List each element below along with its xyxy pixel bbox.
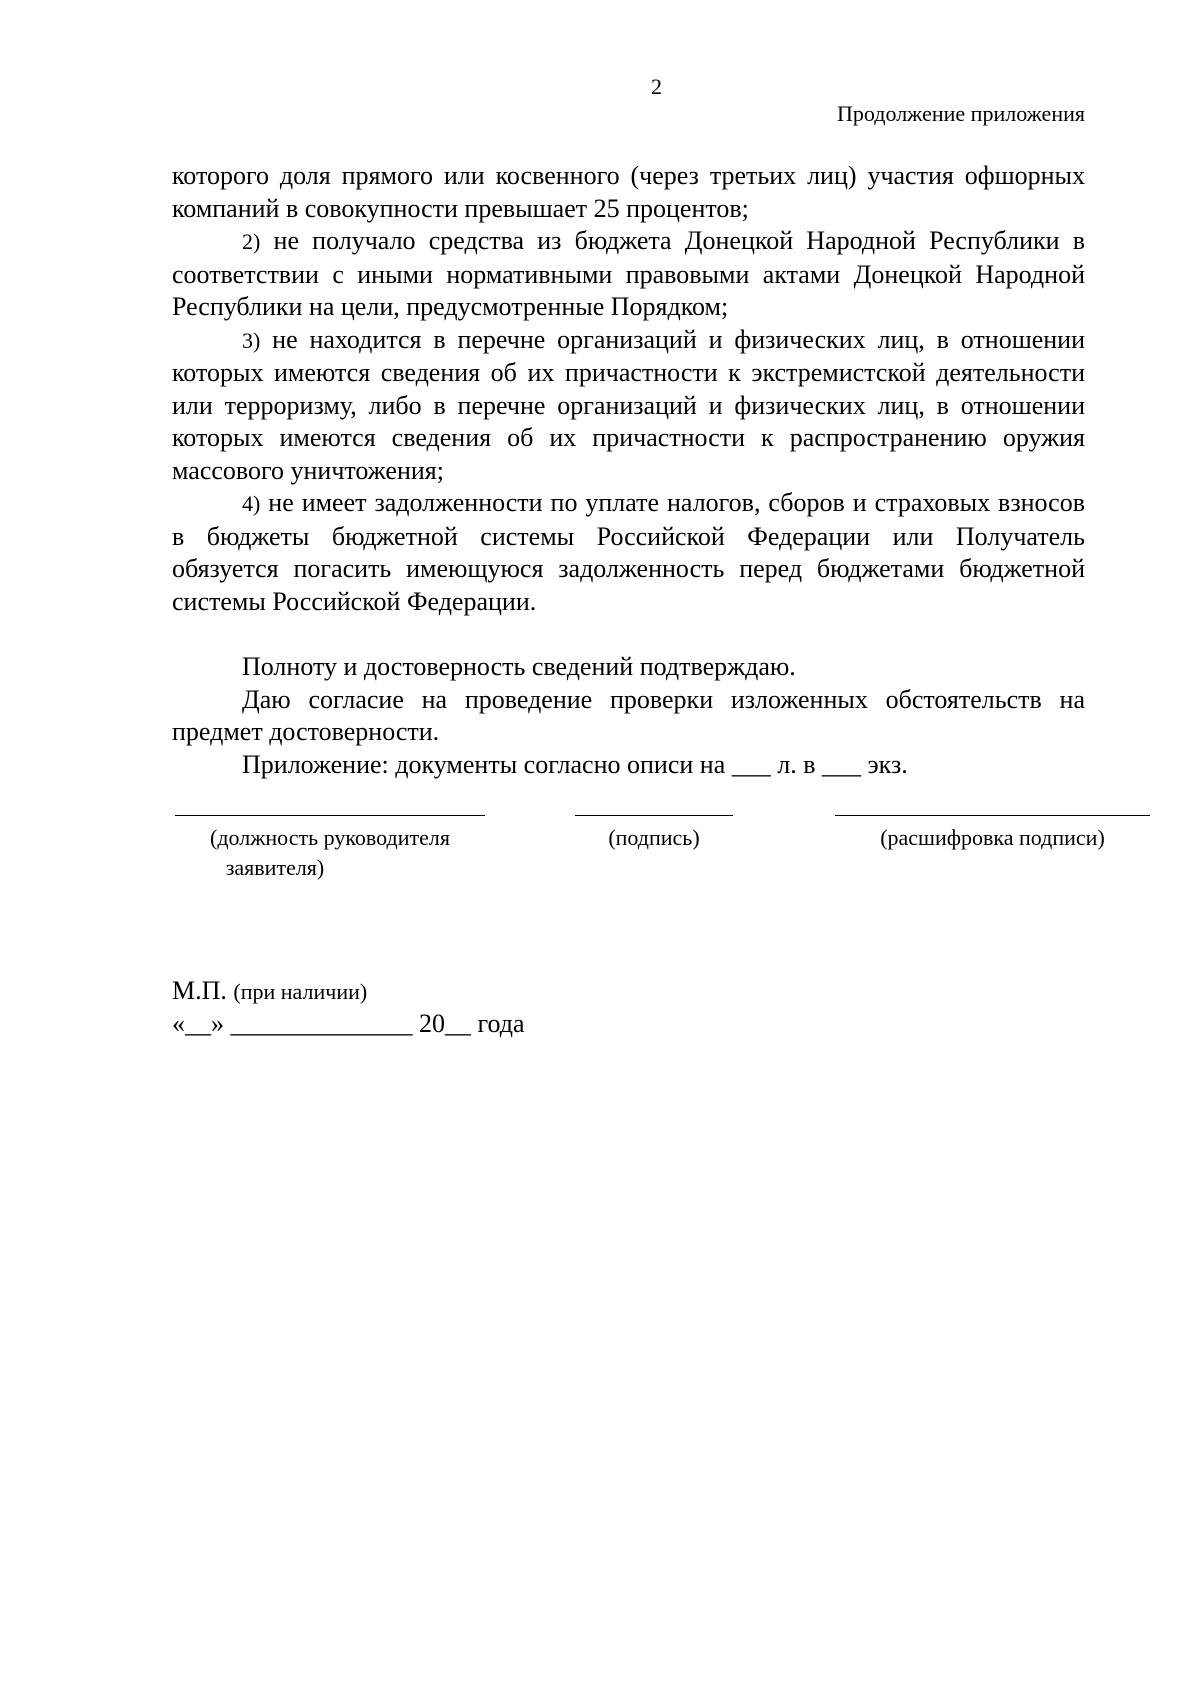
position-caption-line1: (должность руководителя — [210, 825, 450, 850]
spacer — [172, 618, 1085, 651]
signature-caption: (подпись) — [608, 825, 700, 850]
list-number: 3) — [242, 327, 261, 353]
signature-block — [0, 815, 1200, 905]
attachment-statement: Приложение: документы согласно описи на ___ л. в ___ экз. — [242, 749, 908, 779]
list-item-text: не получало средства из бюджета Донецкой Народной Республики в соответствии с иными нормативными правовыми актами Донецкой Народной Республики на цели, предусмотренные Порядком; — [172, 226, 1086, 321]
paragraph-continued: которого доля прямого или косвенного (через третьих лиц) участия офшорных компаний в совокупности превышает 25 процентов; — [172, 161, 1085, 223]
confirmation-statement: Полноту и достоверность сведений подтверждаю. — [242, 652, 796, 681]
continuation-label: Продолжение приложения — [837, 101, 1085, 126]
list-item-2 — [172, 225, 1085, 324]
list-number: 4) — [242, 491, 261, 516]
body-text — [172, 160, 1085, 781]
signature-line — [575, 815, 733, 816]
decoding-line — [835, 815, 1150, 816]
list-item-text: не находится в перечне организаций и физических лиц, в отношении которых имеются сведения об их причастности к экстремистской деятельности или терроризму, либо в перечне организаций и физических лиц, в отношении которых имеются сведения об их причастности к распространению оружия массового уничтожения; — [172, 324, 1085, 485]
list-item-3 — [172, 324, 1085, 488]
list-item-4 — [172, 487, 1085, 618]
mp-note: (при наличии) — [233, 979, 368, 1004]
position-line — [175, 815, 485, 816]
date-line: «__» ______________ 20__ года — [172, 1009, 525, 1038]
position-caption — [175, 823, 485, 883]
list-number: 2) — [242, 229, 261, 254]
decoding-caption: (расшифровка подписи) — [880, 825, 1105, 850]
stamp-block — [172, 975, 525, 1040]
page-number-text: 2 — [651, 74, 662, 99]
list-item-text: не имеет задолженности по уплате налогов, сборов и страховых взносов в бюджеты бюджетной системы Российской Федерации или Получатель обязуется погасить имеющуюся задолженность перед бюджетами бюджетной системы Российской Федерации. — [172, 488, 1085, 616]
position-caption-line2: заявителя) — [225, 855, 325, 880]
mp-label: М.П. — [172, 976, 227, 1005]
mp-line — [172, 975, 525, 1008]
consent-statement: Даю согласие на проведение проверки изложенных обстоятельств на предмет достоверности. — [172, 684, 1085, 746]
